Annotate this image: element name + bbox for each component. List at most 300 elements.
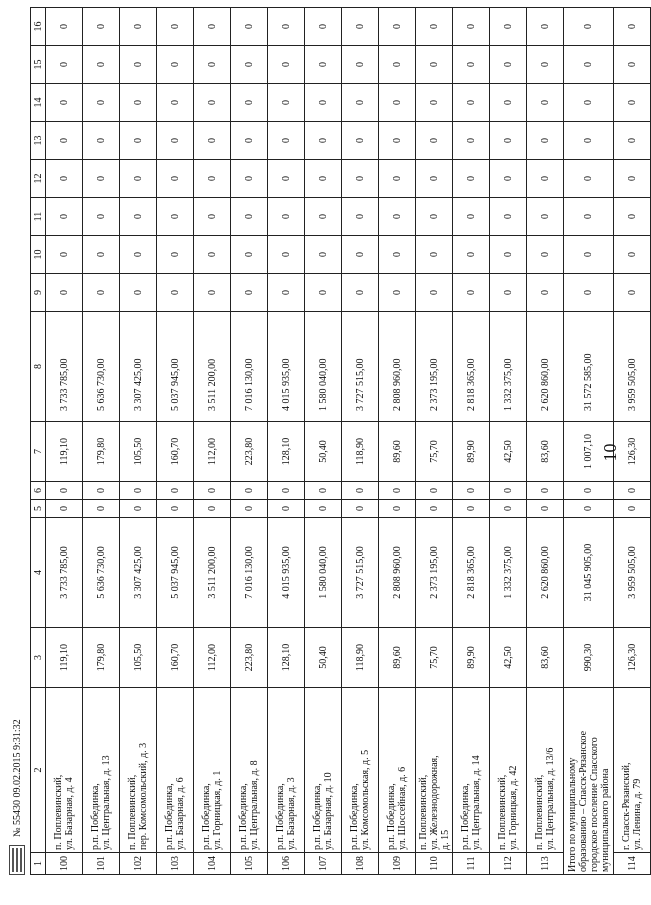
value-cell: 0 [527,274,564,312]
cell-line: ул. Шоссейная, д. 6 [397,766,408,850]
value-cell: 0 [83,274,120,312]
area-cell: 42,50 [490,422,527,482]
value-cell: 0 [564,482,614,500]
cell-line: ул. Базарная, д. 4 [64,777,75,850]
value-cell: 0 [614,122,651,160]
value-cell: 0 [231,46,268,84]
value-cell: 0 [157,236,194,274]
table-row [416,8,453,875]
value-cell: 0 [46,500,83,518]
value-cell: 0 [416,122,453,160]
value-cell: 0 [194,84,231,122]
cost-cell: 3 727 515,00 [342,518,379,628]
value-cell: 0 [527,198,564,236]
row-number: 114 [614,853,651,875]
cell-line: п. Поплевинский, [417,774,429,850]
row-number: 112 [490,853,527,875]
value-cell: 0 [268,198,305,236]
area-cell: 128,10 [268,422,305,482]
value-cell: 0 [194,198,231,236]
value-cell: 0 [379,122,416,160]
value-cell: 0 [268,46,305,84]
value-cell: 0 [527,84,564,122]
value-cell: 0 [46,274,83,312]
column-header: 6 [31,482,46,500]
value-cell: 0 [157,8,194,46]
value-cell: 0 [83,8,120,46]
table-row [83,8,120,875]
value-cell: 0 [46,122,83,160]
value-cell: 0 [194,274,231,312]
value-cell: 0 [490,46,527,84]
value-cell: 0 [194,122,231,160]
area-cell: 128,10 [268,628,305,688]
cell-line: р.п. Побединка, [201,783,212,850]
value-cell: 0 [614,84,651,122]
row-number: 109 [379,853,416,875]
value-cell: 0 [268,84,305,122]
cell-line: д. 15 [439,829,451,850]
value-cell: 0 [379,236,416,274]
cell-line: образованию – Спасск-Рязанское [577,730,589,872]
value-cell: 0 [157,122,194,160]
value-cell: 0 [564,160,614,198]
value-cell: 0 [490,198,527,236]
value-cell: 0 [305,274,342,312]
cell-line: р.п. Побединка, [164,783,175,850]
value-cell: 0 [416,482,453,500]
address-cell [305,688,342,853]
cost-cell: 3 959 505,00 [614,312,651,422]
cost-cell: 3 511 200,00 [194,518,231,628]
value-cell: 0 [194,500,231,518]
value-cell: 0 [453,160,490,198]
cost-cell: 5 037 945,00 [157,518,194,628]
value-cell: 0 [490,482,527,500]
cell-line: р.п. Побединка, [90,783,101,850]
value-cell: 0 [342,160,379,198]
value-cell: 0 [564,8,614,46]
value-cell: 0 [614,46,651,84]
cost-cell: 31 045 905,00 [564,518,614,628]
value-cell: 0 [490,274,527,312]
table-row [46,8,83,875]
value-cell: 0 [614,500,651,518]
cost-cell: 1 580 040,00 [305,518,342,628]
value-cell: 0 [268,500,305,518]
cost-cell: 7 016 130,00 [231,312,268,422]
value-cell: 0 [527,500,564,518]
value-cell: 0 [342,482,379,500]
value-cell: 0 [564,500,614,518]
row-number: 102 [120,853,157,875]
address-cell [268,688,305,853]
value-cell: 0 [379,500,416,518]
value-cell: 0 [379,46,416,84]
cell-line: ул. Базарная, д. 3 [286,777,297,850]
value-cell: 0 [268,8,305,46]
value-cell: 0 [120,274,157,312]
row-number: 100 [46,853,83,875]
value-cell: 0 [527,160,564,198]
area-cell: 118,90 [342,422,379,482]
cost-cell: 3 733 785,00 [46,518,83,628]
table-row [490,8,527,875]
cell-line: р.п. Побединка, [275,783,286,850]
address-cell [527,688,564,853]
value-cell: 0 [527,8,564,46]
value-cell: 0 [527,46,564,84]
value-cell: 0 [194,482,231,500]
column-header: 14 [31,84,46,122]
address-cell [379,688,416,853]
value-cell: 0 [194,160,231,198]
value-cell: 0 [490,236,527,274]
row-number: 106 [268,853,305,875]
area-cell: 112,00 [194,628,231,688]
value-cell: 0 [46,198,83,236]
area-cell: 119,10 [46,628,83,688]
value-cell: 0 [379,84,416,122]
cost-cell: 4 015 935,00 [268,312,305,422]
value-cell: 0 [490,500,527,518]
area-cell: 1 007,10 [564,422,614,482]
area-cell: 179,80 [83,628,120,688]
value-cell: 0 [83,482,120,500]
cell-line: ул. Центральная, д. 13/6 [545,747,556,850]
value-cell: 0 [527,482,564,500]
value-cell: 0 [564,84,614,122]
value-cell: 0 [194,8,231,46]
area-cell: 119,10 [46,422,83,482]
page-number: 10 [600,443,620,462]
area-cell: 126,30 [614,628,651,688]
value-cell: 0 [342,274,379,312]
value-cell: 0 [416,46,453,84]
cell-line: г. Спасск-Рязанский, [621,762,632,850]
property-table [30,7,651,875]
address-cell [157,688,194,853]
area-cell: 179,80 [83,422,120,482]
value-cell: 0 [83,198,120,236]
value-cell: 0 [416,160,453,198]
cell-line: п. Поплевинский, [53,774,64,850]
value-cell: 0 [614,160,651,198]
value-cell: 0 [453,46,490,84]
value-cell: 0 [416,274,453,312]
column-header: 13 [31,122,46,160]
value-cell: 0 [268,122,305,160]
cost-cell: 5 037 945,00 [157,312,194,422]
value-cell: 0 [305,236,342,274]
cell-line: ул. Горницкая, д. 42 [508,765,519,850]
value-cell: 0 [453,8,490,46]
value-cell: 0 [157,46,194,84]
row-number: 110 [416,853,453,875]
table-row [120,8,157,875]
value-cell: 0 [453,482,490,500]
value-cell: 0 [46,236,83,274]
value-cell: 0 [268,160,305,198]
cell-line: ул. Центральная, д. 13 [101,755,112,850]
cost-cell: 2 373 195,00 [416,518,453,628]
value-cell: 0 [614,482,651,500]
value-cell: 0 [416,84,453,122]
area-cell: 42,50 [490,628,527,688]
area-cell: 160,70 [157,422,194,482]
column-header: 12 [31,160,46,198]
column-header: 4 [31,518,46,628]
value-cell: 0 [614,274,651,312]
value-cell: 0 [490,160,527,198]
value-cell: 0 [342,236,379,274]
table-row [268,8,305,875]
value-cell: 0 [614,8,651,46]
value-cell: 0 [231,500,268,518]
cell-line: ул. Горницкая, д. 1 [212,770,223,850]
column-header: 2 [31,688,46,853]
value-cell: 0 [305,482,342,500]
value-cell: 0 [342,46,379,84]
value-cell: 0 [564,122,614,160]
cell-line: муниципального района [599,768,611,872]
column-header: 9 [31,274,46,312]
area-cell: 83,60 [527,422,564,482]
table-row [453,8,490,875]
cell-line: ул. Комсомольская, д. 5 [360,749,371,850]
value-cell: 0 [305,46,342,84]
value-cell: 0 [231,274,268,312]
value-cell: 0 [120,500,157,518]
area-cell: 112,00 [194,422,231,482]
area-cell: 990,30 [564,628,614,688]
value-cell: 0 [416,198,453,236]
value-cell: 0 [268,236,305,274]
address-cell [83,688,120,853]
cell-line: р.п. Побединка, [349,783,360,850]
value-cell: 0 [564,198,614,236]
address-cell [194,688,231,853]
address-cell [416,688,453,853]
value-cell: 0 [564,274,614,312]
value-cell: 0 [120,160,157,198]
area-cell: 75,70 [416,628,453,688]
value-cell: 0 [46,84,83,122]
area-cell: 89,90 [453,422,490,482]
cost-cell: 2 818 365,00 [453,518,490,628]
area-cell: 105,50 [120,422,157,482]
row-number: 101 [83,853,120,875]
cell-line: п. Поплевинский, [534,774,545,850]
cost-cell: 3 307 425,00 [120,312,157,422]
column-header: 11 [31,198,46,236]
value-cell: 0 [564,46,614,84]
value-cell: 0 [342,122,379,160]
cost-cell: 3 727 515,00 [342,312,379,422]
row-number: 108 [342,853,379,875]
value-cell: 0 [453,274,490,312]
area-cell: 126,30 [614,422,651,482]
value-cell: 0 [120,46,157,84]
row-number: 105 [231,853,268,875]
value-cell: 0 [416,8,453,46]
value-cell: 0 [157,160,194,198]
registration-number: № 55430 09.02.2015 9:31:32 [11,719,23,837]
table-row [157,8,194,875]
value-cell: 0 [342,84,379,122]
value-cell: 0 [83,236,120,274]
value-cell: 0 [379,274,416,312]
value-cell: 0 [120,8,157,46]
column-header: 10 [31,236,46,274]
cell-line: р.п. Побединка, [386,783,397,850]
value-cell: 0 [46,46,83,84]
cell-line: ул. Ленина, д. 79 [632,778,643,850]
value-cell: 0 [453,122,490,160]
area-cell: 160,70 [157,628,194,688]
cell-line: р.п. Побединка, [460,783,471,850]
value-cell: 0 [305,122,342,160]
value-cell: 0 [46,482,83,500]
row-number: 113 [527,853,564,875]
table-row [342,8,379,875]
value-cell: 0 [231,122,268,160]
value-cell: 0 [231,8,268,46]
area-cell: 223,80 [231,422,268,482]
value-cell: 0 [46,160,83,198]
area-cell: 105,50 [120,628,157,688]
value-cell: 0 [342,198,379,236]
value-cell: 0 [83,160,120,198]
value-cell: 0 [305,198,342,236]
column-header: 16 [31,8,46,46]
row-number: 111 [453,853,490,875]
area-cell: 50,40 [305,628,342,688]
value-cell: 0 [194,46,231,84]
table-row [231,8,268,875]
cost-cell: 2 808 960,00 [379,518,416,628]
value-cell: 0 [157,500,194,518]
value-cell: 0 [194,236,231,274]
value-cell: 0 [527,122,564,160]
value-cell: 0 [342,8,379,46]
registration-footer [8,719,26,875]
value-cell: 0 [120,84,157,122]
value-cell: 0 [83,500,120,518]
address-cell [342,688,379,853]
cost-cell: 5 636 730,00 [83,312,120,422]
value-cell: 0 [83,122,120,160]
area-cell: 89,60 [379,628,416,688]
value-cell: 0 [305,8,342,46]
area-cell: 50,40 [305,422,342,482]
table-row [379,8,416,875]
address-cell [46,688,83,853]
value-cell: 0 [231,84,268,122]
address-cell [120,688,157,853]
cost-cell: 4 015 935,00 [268,518,305,628]
cost-cell: 31 572 585,00 [564,312,614,422]
column-header: 7 [31,422,46,482]
value-cell: 0 [120,198,157,236]
column-header: 3 [31,628,46,688]
area-cell: 223,80 [231,628,268,688]
cell-line: ул. Базарная, д. 10 [323,772,334,850]
value-cell: 0 [379,160,416,198]
cell-line: Итого по муниципальному [566,757,578,872]
cell-line: ул. Центральная, д. 8 [249,760,260,850]
value-cell: 0 [379,198,416,236]
value-cell: 0 [379,8,416,46]
cost-cell: 3 733 785,00 [46,312,83,422]
value-cell: 0 [527,236,564,274]
row-number: 104 [194,853,231,875]
value-cell: 0 [453,84,490,122]
value-cell: 0 [120,482,157,500]
table-row [527,8,564,875]
table-row [194,8,231,875]
cell-line: ул. Базарная, д. 6 [175,777,186,850]
value-cell: 0 [157,482,194,500]
cell-line: р.п. Побединка, [238,783,249,850]
value-cell: 0 [305,500,342,518]
value-cell: 0 [46,8,83,46]
address-cell [490,688,527,853]
cost-cell: 2 620 860,00 [527,312,564,422]
value-cell: 0 [614,236,651,274]
value-cell: 0 [231,482,268,500]
address-cell [231,688,268,853]
area-cell: 75,70 [416,422,453,482]
cell-line: городское поселение Спасского [588,737,600,872]
value-cell: 0 [231,236,268,274]
value-cell: 0 [342,500,379,518]
column-header: 8 [31,312,46,422]
area-cell: 83,60 [527,628,564,688]
column-header: 5 [31,500,46,518]
value-cell: 0 [453,500,490,518]
value-cell: 0 [157,84,194,122]
value-cell: 0 [120,236,157,274]
value-cell: 0 [379,482,416,500]
cell-line: р.п. Побединка, [312,783,323,850]
value-cell: 0 [157,274,194,312]
cell-line: ул. Железнодорожная, [428,755,440,850]
value-cell: 0 [83,46,120,84]
cost-cell: 2 373 195,00 [416,312,453,422]
value-cell: 0 [231,160,268,198]
address-cell [453,688,490,853]
value-cell: 0 [305,160,342,198]
cost-cell: 2 818 365,00 [453,312,490,422]
value-cell: 0 [416,236,453,274]
table-row [305,8,342,875]
value-cell: 0 [268,274,305,312]
area-cell: 89,60 [379,422,416,482]
value-cell: 0 [490,8,527,46]
cost-cell: 3 307 425,00 [120,518,157,628]
value-cell: 0 [490,84,527,122]
cost-cell: 3 959 505,00 [614,518,651,628]
cost-cell: 1 332 375,00 [490,312,527,422]
cost-cell: 2 808 960,00 [379,312,416,422]
value-cell: 0 [416,500,453,518]
row-number: 103 [157,853,194,875]
area-cell: 89,90 [453,628,490,688]
value-cell: 0 [83,84,120,122]
value-cell: 0 [231,198,268,236]
column-header: 15 [31,46,46,84]
